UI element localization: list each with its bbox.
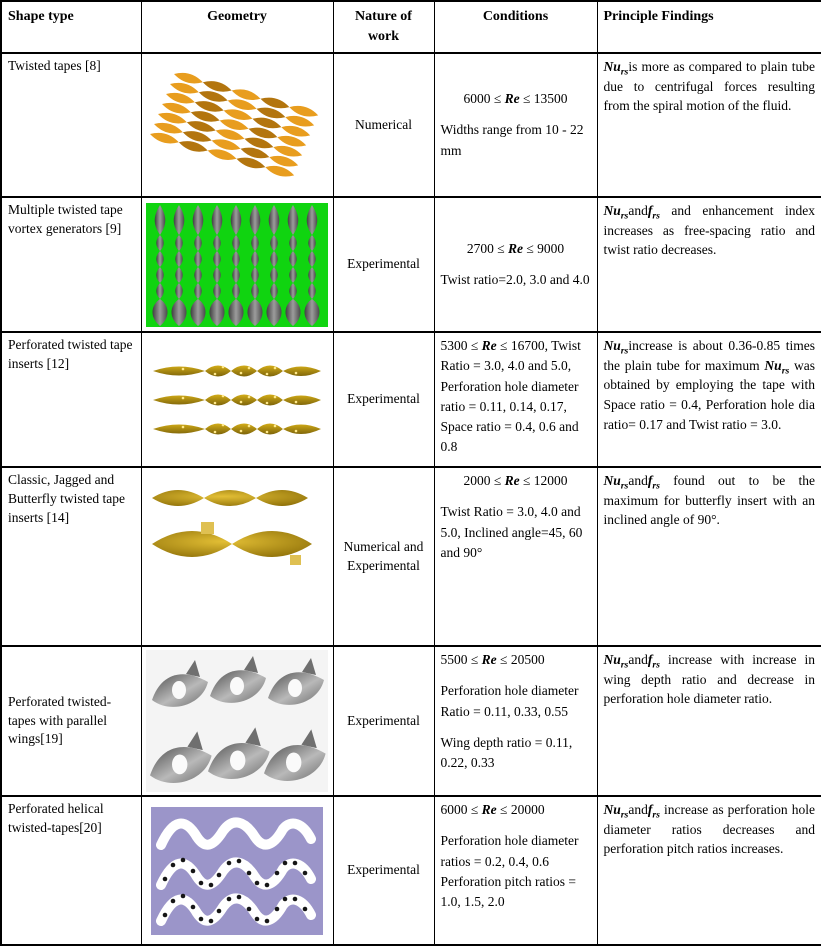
geometry-cell (141, 53, 333, 197)
header-row (1, 1, 821, 53)
table-row (1, 796, 821, 945)
re-range: 2700 ≤ Re ≤ 9000 (466, 240, 565, 256)
table-row (1, 197, 821, 332)
nature-of-work-cell: Experimental (333, 796, 434, 945)
findings-cell (597, 197, 821, 332)
nature-of-work-cell: Experimental (333, 332, 434, 467)
shape-type-cell: Perforated twisted tape inserts [12] (1, 332, 141, 467)
condition-detail: Perforation hole diameter Ratio = 0.11, 0.33, 0.55 (440, 683, 579, 719)
shape-type-cell: Perforated helical twisted-tapes[20] (1, 796, 141, 945)
re-range: 6000 ≤ Re ≤ 20000 (440, 802, 545, 817)
shape-type-cell: Classic, Jagged and Butterfly twisted tape inserts [14] (1, 467, 141, 646)
re-range: 2000 ≤ Re ≤ 12000 (463, 473, 568, 488)
geometry-image-helical-tapes (151, 807, 323, 935)
nature-of-work-cell: Numerical (333, 53, 434, 197)
table-row (1, 332, 821, 467)
nature-of-work-cell: Experimental (333, 197, 434, 332)
findings-text: $Nu_{rs}andf_{rs}$ and enhancement index increases as free-spacing ratio and twist ratio decreases. (603, 203, 815, 258)
condition-detail: Twist Ratio = 3.0, 4.0 and 5.0, Inclined angle=45, 60 and 90° (440, 504, 583, 560)
column-header-conditions: Conditions (434, 1, 597, 53)
findings-text: $Nu_{rs}andf_{rs}$ increase with increase in wing depth ratio and decrease in perforation hole diameter ratio. (603, 652, 815, 707)
conditions-cell (434, 467, 597, 646)
geometry-cell (141, 197, 333, 332)
table-row (1, 467, 821, 646)
findings-cell (597, 796, 821, 945)
shape-type-cell: Twisted tapes [8] (1, 53, 141, 197)
shape-type-cell: Perforated twisted-tapes with parallel wings[19] (1, 646, 141, 796)
findings-text: $Nu_{rs}andf_{rs}$ increase as perforation hole diameter ratios decreases and perforation pitch ratios increases. (603, 802, 815, 857)
geometry-image-perforated-tapes (152, 356, 322, 444)
condition-detail: Perforation hole diameter ratios = 0.2, 0.4, 0.6 Perforation pitch ratios = 1.0, 1.5, 2.0 (440, 833, 579, 909)
findings-cell (597, 53, 821, 197)
condition-detail: Twist ratio=2.0, 3.0 and 4.0 (440, 272, 590, 287)
condition-detail: 5300 ≤ Re ≤ 16700, Twist Ratio = 3.0, 4.0 and 5.0, Perforation hole diameter ratio = 0.11, 0.14, 0.17, Space ratio = 0.4, 0.6 and 0.8 (440, 338, 581, 455)
geometry-image-winged-tapes (146, 650, 328, 792)
geometry-cell (141, 646, 333, 796)
findings-cell (597, 332, 821, 467)
findings-text: $Nu_{rs}is$ more as compared to plain tube due to centrifugal forces resulting from the spiral motion of the fluid. (603, 59, 815, 114)
conditions-cell (434, 53, 597, 197)
column-header-principle-findings: Principle Findings (597, 1, 821, 53)
table-row (1, 646, 821, 796)
geometry-cell (141, 796, 333, 945)
conditions-cell (434, 197, 597, 332)
table-row (1, 53, 821, 197)
condition-detail: Wing depth ratio = 0.11, 0.22, 0.33 (440, 734, 573, 770)
geometry-image-vortex-generators (146, 203, 328, 327)
geometry-cell (141, 467, 333, 646)
findings-cell (597, 467, 821, 646)
column-header-shape-type: Shape type (1, 1, 141, 53)
condition-detail: Widths range from 10 - 22 mm (440, 122, 584, 158)
column-header-nature-of-work: Nature of work (333, 1, 434, 53)
findings-text: $Nu_{rs}andf_{rs}$ found out to be the maximum for butterfly insert with an inclined angle of 90°. (603, 473, 815, 528)
shape-type-cell: Multiple twisted tape vortex generators [9] (1, 197, 141, 332)
nature-of-work-cell: Experimental (333, 646, 434, 796)
findings-cell (597, 646, 821, 796)
re-range: 5500 ≤ Re ≤ 20500 (440, 652, 545, 667)
conditions-cell (434, 796, 597, 945)
geometry-image-butterfly-tapes (144, 476, 332, 576)
re-range: 6000 ≤ Re ≤ 13500 (463, 91, 568, 107)
conditions-cell (434, 332, 597, 467)
conditions-cell (434, 646, 597, 796)
column-header-geometry: Geometry (141, 1, 333, 53)
nature-of-work-cell: Numerical and Experimental (333, 467, 434, 646)
geometry-cell (141, 332, 333, 467)
geometry-image-twisted-tapes (144, 66, 332, 184)
findings-text: $Nu_{rs}increase$ is about 0.36-0.85 times the plain tube for maximum $Nu_{rs}$ was obtained by employing the tape with Space ratio = 0.4, Perforation hole dia ratio= 0.17 and Twist ratio = 3.0. (603, 338, 816, 432)
